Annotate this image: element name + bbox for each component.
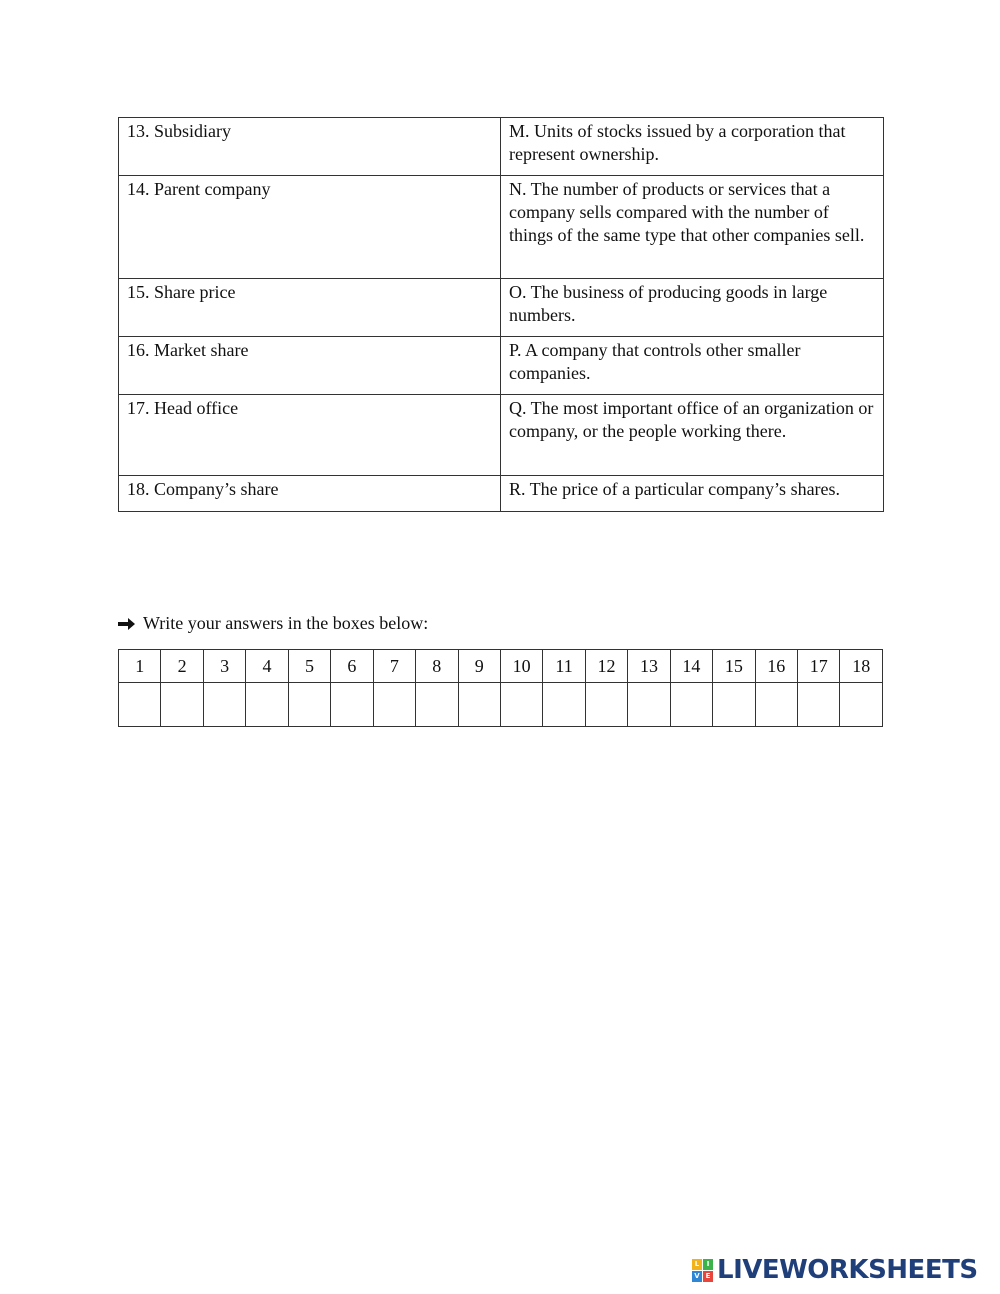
answer-box-cell: [246, 683, 288, 727]
logo-mark-tile: V: [692, 1271, 702, 1282]
answer-box-12[interactable]: [586, 683, 627, 726]
definition-cell: Q. The most important office of an organization or company, or the people working there.: [501, 395, 884, 476]
answer-box-6[interactable]: [331, 683, 372, 726]
answer-box-10[interactable]: [501, 683, 542, 726]
definition-cell: N. The number of products or services that a company sells compared with the number of things of the same type that other companies sell.: [501, 176, 884, 279]
answer-box-3[interactable]: [204, 683, 245, 726]
instruction-line: [118, 612, 428, 635]
matching-row: [119, 118, 884, 176]
answer-box-cell: [119, 683, 161, 727]
answer-number-cell: 12: [585, 650, 627, 683]
matching-table: [118, 117, 884, 512]
answer-number-cell: 4: [246, 650, 288, 683]
answer-number-cell: 15: [713, 650, 755, 683]
answer-box-cell: [670, 683, 712, 727]
answer-number-cell: 14: [670, 650, 712, 683]
answer-box-cell: [628, 683, 670, 727]
logo-mark-tile: L: [692, 1259, 702, 1270]
answer-box-cell: [458, 683, 500, 727]
term-cell: 13. Subsidiary: [119, 118, 501, 176]
term-cell: 16. Market share: [119, 337, 501, 395]
definition-cell: M. Units of stocks issued by a corporation that represent ownership.: [501, 118, 884, 176]
answer-number-cell: 7: [373, 650, 415, 683]
answer-box-15[interactable]: [713, 683, 754, 726]
answer-number-cell: 2: [161, 650, 203, 683]
answer-box-cell: [840, 683, 883, 727]
answer-number-cell: 5: [288, 650, 330, 683]
answer-box-cell: [543, 683, 585, 727]
answer-number-cell: 13: [628, 650, 670, 683]
answer-box-4[interactable]: [246, 683, 287, 726]
definition-cell: O. The business of producing goods in large numbers.: [501, 279, 884, 337]
answer-number-cell: 9: [458, 650, 500, 683]
definition-cell: P. A company that controls other smaller companies.: [501, 337, 884, 395]
answer-box-5[interactable]: [289, 683, 330, 726]
matching-row: [119, 395, 884, 476]
answer-box-11[interactable]: [543, 683, 584, 726]
liveworksheets-logo: [692, 1255, 978, 1285]
answer-box-1[interactable]: [119, 683, 160, 726]
answer-box-cell: [755, 683, 797, 727]
matching-row: [119, 279, 884, 337]
answer-box-7[interactable]: [374, 683, 415, 726]
answer-number-cell: 11: [543, 650, 585, 683]
term-cell: 15. Share price: [119, 279, 501, 337]
answer-box-cell: [798, 683, 840, 727]
term-cell: 18. Company’s share: [119, 476, 501, 512]
answer-box-17[interactable]: [798, 683, 839, 726]
answer-box-row: [119, 683, 883, 727]
answer-number-cell: 3: [203, 650, 245, 683]
answer-box-9[interactable]: [459, 683, 500, 726]
answer-box-18[interactable]: [840, 683, 882, 726]
answer-box-cell: [203, 683, 245, 727]
answer-number-cell: 8: [416, 650, 458, 683]
matching-row: [119, 337, 884, 395]
answer-box-cell: [500, 683, 542, 727]
logo-mark-tile: I: [703, 1259, 713, 1270]
answer-box-cell: [331, 683, 373, 727]
answer-box-2[interactable]: [161, 683, 202, 726]
answer-number-cell: 6: [331, 650, 373, 683]
logo-mark-icon: [692, 1259, 713, 1282]
answer-box-16[interactable]: [756, 683, 797, 726]
definition-cell: R. The price of a particular company’s shares.: [501, 476, 884, 512]
logo-text: LIVEWORKSHEETS: [717, 1255, 978, 1285]
matching-row: [119, 176, 884, 279]
answer-box-8[interactable]: [416, 683, 457, 726]
matching-row: [119, 476, 884, 512]
right-arrow-icon: [118, 617, 136, 631]
logo-mark-tile: E: [703, 1271, 713, 1282]
answer-box-cell: [713, 683, 755, 727]
instruction-text: Write your answers in the boxes below:: [143, 613, 429, 633]
answer-box-14[interactable]: [671, 683, 712, 726]
answer-box-cell: [585, 683, 627, 727]
answer-grid: [118, 649, 883, 727]
answer-box-13[interactable]: [628, 683, 669, 726]
answer-number-cell: 10: [500, 650, 542, 683]
answer-number-cell: 1: [119, 650, 161, 683]
answer-box-cell: [288, 683, 330, 727]
answer-number-cell: 17: [798, 650, 840, 683]
answer-box-cell: [373, 683, 415, 727]
term-cell: 14. Parent company: [119, 176, 501, 279]
answer-box-cell: [416, 683, 458, 727]
answer-number-cell: 18: [840, 650, 883, 683]
answer-number-row: [119, 650, 883, 683]
term-cell: 17. Head office: [119, 395, 501, 476]
answer-box-cell: [161, 683, 203, 727]
answer-number-cell: 16: [755, 650, 797, 683]
